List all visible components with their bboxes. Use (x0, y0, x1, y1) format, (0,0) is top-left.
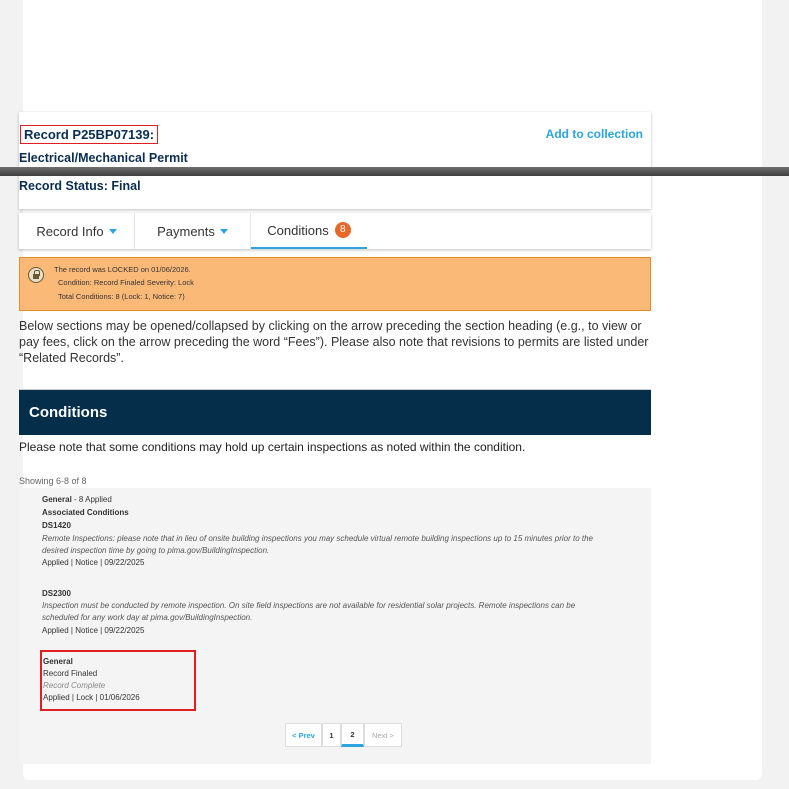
general-condition-title: General (43, 657, 73, 666)
conditions-note: Please note that some conditions may hold up certain inspections as noted within the condition. (19, 440, 526, 454)
condition-meta: Applied | Notice | 09/22/2025 (42, 626, 145, 635)
group-applied: - 8 Applied (71, 495, 112, 504)
banner-condition: Condition: Record Finaled Severity: Lock (58, 278, 194, 287)
showing-count: Showing 6-8 of 8 (19, 476, 87, 486)
general-condition-name: Record Finaled (43, 669, 98, 678)
page-1-button[interactable]: 1 (322, 723, 341, 747)
group-title: General (42, 495, 72, 504)
banner-lock-date: The record was LOCKED on 01/06/2026. (54, 265, 191, 274)
banner-totals: Total Conditions: 8 (Lock: 1, Notice: 7) (58, 292, 185, 301)
condition-description: scheduled for any work day at pima.gov/BuildingInspection. (42, 613, 253, 622)
record-tabs (19, 213, 651, 249)
conditions-heading: Conditions (29, 404, 108, 421)
caret-down-icon (220, 229, 228, 234)
group-header (42, 495, 112, 504)
tab-payments[interactable] (135, 213, 251, 249)
condition-description: Remote Inspections: please note that in lieu of onsite building inspections you may schedule virtual remote building inspections up to 15 minutes prior to the (42, 534, 593, 543)
pagination (285, 723, 402, 747)
condition-meta: Applied | Notice | 09/22/2025 (42, 558, 145, 567)
associated-conditions-label: Associated Conditions (42, 508, 129, 517)
condition-description: Inspection must be conducted by remote inspection. On site field inspections are not available for residential solar projects. Remote inspections can be (42, 601, 576, 610)
conditions-count-badge: 8 (335, 222, 351, 238)
next-page-button[interactable]: Next > (364, 723, 402, 747)
overlay-bar (0, 167, 789, 176)
tab-payments-label: Payments (157, 223, 215, 239)
lock-icon (28, 267, 44, 283)
add-to-collection-link[interactable]: Add to collection (545, 127, 643, 141)
record-status: Record Status: Final (19, 179, 141, 193)
highlight-box (40, 650, 196, 711)
record-id: Record P25BP07139: (20, 125, 158, 144)
tab-conditions[interactable] (251, 213, 367, 249)
condition-description: desired inspection time by going to pima.gov/BuildingInspection. (42, 546, 270, 555)
lock-notice-banner (19, 257, 651, 311)
conditions-section-header[interactable] (19, 389, 651, 435)
tab-record-info-label: Record Info (36, 223, 104, 239)
page-2-button[interactable]: 2 (341, 723, 364, 747)
intro-text: Below sections may be opened/collapsed by clicking on the arrow preceding the section heading (e.g., to view or pay fees, click on the arrow preceding the word “Fees”). Please also note that revisions to permits are listed under “Related Records”. (19, 319, 649, 365)
general-condition-meta: Applied | Lock | 01/06/2026 (43, 693, 140, 702)
condition-code: DS1420 (42, 521, 71, 530)
caret-down-icon (109, 229, 117, 234)
prev-page-button[interactable]: < Prev (285, 723, 322, 747)
tab-conditions-label: Conditions (267, 222, 329, 238)
tab-record-info[interactable] (19, 213, 135, 249)
condition-code: DS2300 (42, 589, 71, 598)
record-type: Electrical/Mechanical Permit (19, 151, 188, 165)
general-condition-description: Record Complete (43, 681, 106, 690)
